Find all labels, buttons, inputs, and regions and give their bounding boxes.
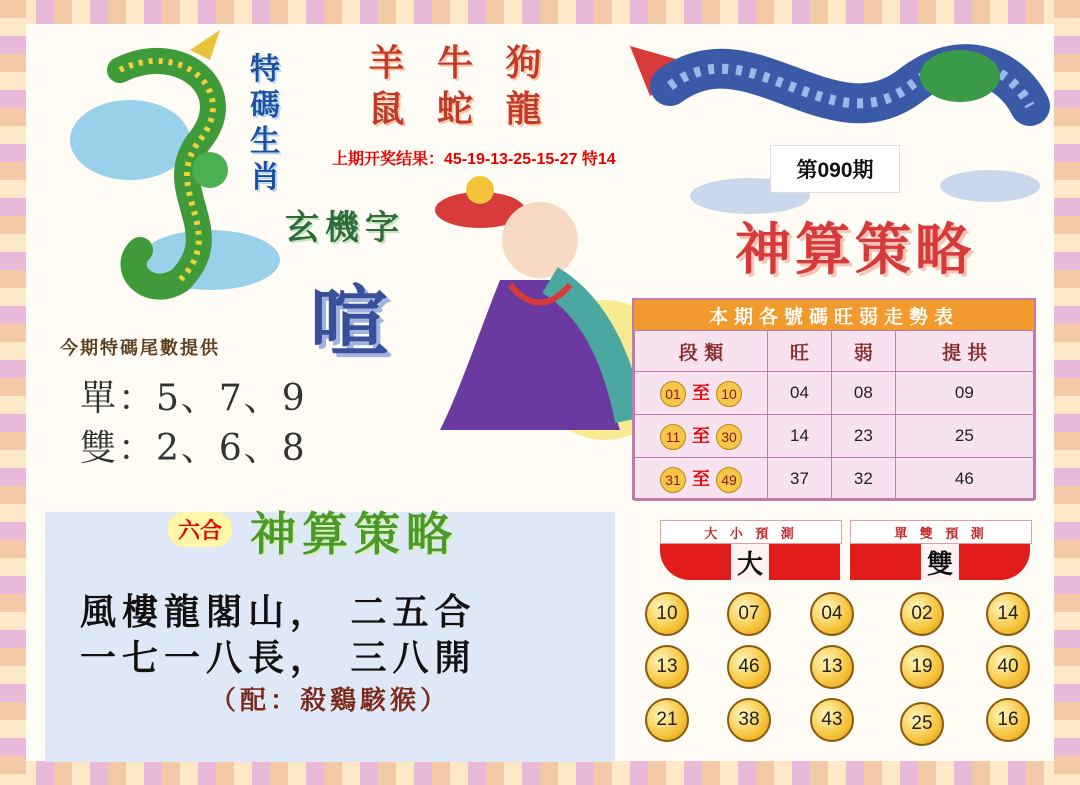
number-ball-grid	[640, 590, 1040, 750]
strong-cell: 04	[768, 372, 832, 415]
number-ball: 04	[810, 592, 854, 636]
poem-title: 神算策略	[250, 507, 458, 561]
number-ball: 46	[727, 645, 771, 689]
strong-cell: 37	[768, 458, 832, 501]
poem-line-1: 風樓龍閣山， 二五合	[80, 591, 477, 633]
segment-cell	[635, 415, 768, 458]
number-ball: 13	[810, 645, 854, 689]
tail-number-title: 今期特碼尾數提供	[60, 338, 220, 359]
number-ball: 07	[727, 592, 771, 636]
range-start-ball: 31	[660, 467, 686, 493]
zodiac-list	[340, 40, 580, 132]
range-to: 至	[692, 469, 710, 490]
parity-prediction-label: 單 雙 預 測	[850, 520, 1032, 544]
double-tails: 雙：2、6、8	[80, 428, 307, 469]
segment-cell	[635, 372, 768, 415]
green-dragon-illustration	[60, 30, 280, 300]
decorative-border-bottom	[0, 761, 1080, 785]
liuhe-badge: 六合	[168, 512, 232, 547]
number-ball: 40	[986, 645, 1030, 689]
range-to: 至	[692, 426, 710, 447]
table-row	[635, 372, 1034, 415]
range-end-ball: 30	[716, 424, 742, 450]
decorative-border-top	[0, 0, 1080, 24]
single-tails: 單：5、7、9	[80, 378, 307, 419]
zodiac-line-2: 鼠 蛇 龍	[368, 88, 552, 130]
number-ball: 10	[645, 592, 689, 636]
strong-cell: 14	[768, 415, 832, 458]
last-draw-result: 上期开奖结果：45-19-13-25-15-27 特14	[332, 151, 616, 168]
weak-cell: 32	[831, 458, 895, 501]
size-prediction-value: 大	[731, 544, 769, 581]
number-ball: 38	[727, 698, 771, 742]
blue-dragon-illustration	[630, 26, 1050, 226]
prediction-panel	[660, 520, 1032, 582]
number-ball: 02	[900, 592, 944, 636]
table-row	[635, 415, 1034, 458]
header-strong: 旺	[768, 331, 832, 372]
issue-number: 第090期	[770, 145, 900, 193]
parity-prediction-box	[850, 544, 1030, 580]
poem-line-2: 一七一八長， 三八開	[80, 637, 477, 679]
weak-cell: 23	[831, 415, 895, 458]
trend-table	[632, 298, 1036, 500]
tip-cell: 46	[895, 458, 1033, 501]
xuanji-label: 玄機字	[285, 208, 405, 248]
range-start-ball: 01	[660, 381, 686, 407]
number-ball: 13	[645, 645, 689, 689]
range-to: 至	[692, 383, 710, 404]
main-title: 神算策略	[735, 217, 975, 283]
poem-note: （配：殺鷄駭猴）	[210, 686, 451, 716]
boy-illustration	[400, 170, 650, 450]
tema-zodiac-label: 特碼生肖	[250, 52, 280, 195]
trend-header-row	[635, 331, 1034, 372]
segment-cell	[635, 458, 768, 501]
trend-grid	[634, 330, 1034, 501]
decorative-border-left	[0, 0, 26, 785]
size-prediction-label: 大 小 預 測	[660, 520, 842, 544]
header-segment: 段 類	[635, 331, 768, 372]
number-ball: 43	[810, 698, 854, 742]
xuanji-character: 喧	[310, 277, 389, 368]
number-ball: 19	[900, 645, 944, 689]
table-row	[635, 458, 1034, 501]
parity-prediction-value: 雙	[921, 544, 959, 581]
zodiac-line-1: 羊 牛 狗	[368, 42, 552, 84]
range-start-ball: 11	[660, 424, 686, 450]
weak-cell: 08	[831, 372, 895, 415]
range-end-ball: 49	[716, 467, 742, 493]
header-weak: 弱	[831, 331, 895, 372]
decorative-border-right	[1054, 0, 1080, 785]
trend-table-title: 本期各號碼旺弱走勢表	[634, 300, 1034, 330]
tip-cell: 09	[895, 372, 1033, 415]
size-prediction-box	[660, 544, 840, 580]
number-ball: 16	[986, 698, 1030, 742]
range-end-ball: 10	[716, 381, 742, 407]
number-ball: 14	[986, 592, 1030, 636]
number-ball: 21	[645, 698, 689, 742]
tip-cell: 25	[895, 415, 1033, 458]
poem-title-banner	[150, 498, 470, 561]
number-ball: 25	[900, 702, 944, 746]
header-tip: 提 拱	[895, 331, 1033, 372]
